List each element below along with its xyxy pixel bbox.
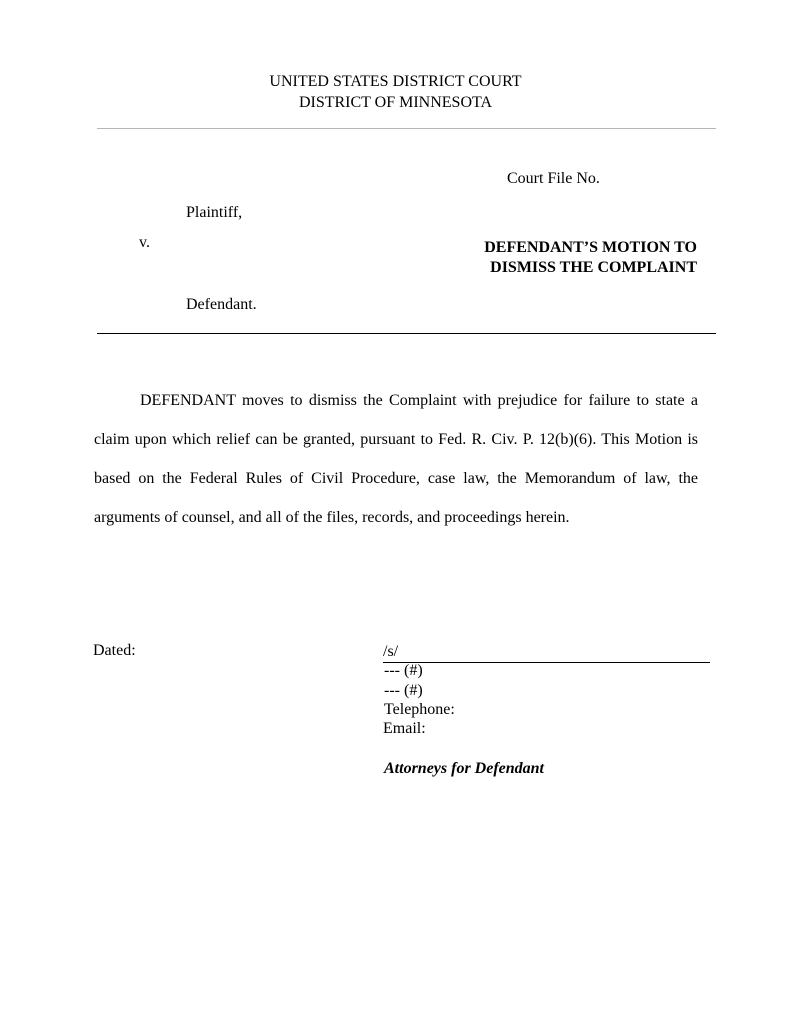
attorneys-for-defendant: Attorneys for Defendant bbox=[384, 760, 544, 777]
court-name: UNITED STATES DISTRICT COURT bbox=[269, 73, 522, 90]
motion-title-line-1: DEFENDANT’S MOTION TO bbox=[484, 239, 697, 256]
caption-divider bbox=[97, 333, 716, 334]
versus-label: v. bbox=[139, 234, 150, 251]
email-label: Email: bbox=[383, 720, 426, 737]
attorney-line-1: --- (#) bbox=[384, 662, 423, 679]
plaintiff-label: Plaintiff, bbox=[186, 204, 243, 221]
signature-text: /s/ bbox=[383, 643, 399, 660]
signature-line bbox=[383, 642, 710, 663]
motion-title-line-2: DISMISS THE COMPLAINT bbox=[490, 259, 697, 276]
attorney-line-2: --- (#) bbox=[384, 682, 423, 699]
motion-title bbox=[484, 238, 697, 278]
district-name: DISTRICT OF MINNESOTA bbox=[298, 94, 493, 111]
defendant-label: Defendant. bbox=[186, 296, 257, 313]
header-divider bbox=[97, 128, 716, 129]
court-file-number-label: Court File No. bbox=[507, 170, 600, 187]
dated-label: Dated: bbox=[93, 642, 136, 659]
telephone-label: Telephone: bbox=[384, 701, 455, 718]
motion-body-paragraph: DEFENDANT moves to dismiss the Complaint with prejudice for failure to state a claim upon which relief can be granted, pursuant to Fed. R. Civ. P. 12(b)(6). This Motion is based on the Federal Rules of Civil Procedure, case law, the Memorandum of law, the arguments of counsel, and all of the files, records, and proceedings herein. bbox=[94, 392, 698, 526]
court-header bbox=[0, 71, 791, 113]
